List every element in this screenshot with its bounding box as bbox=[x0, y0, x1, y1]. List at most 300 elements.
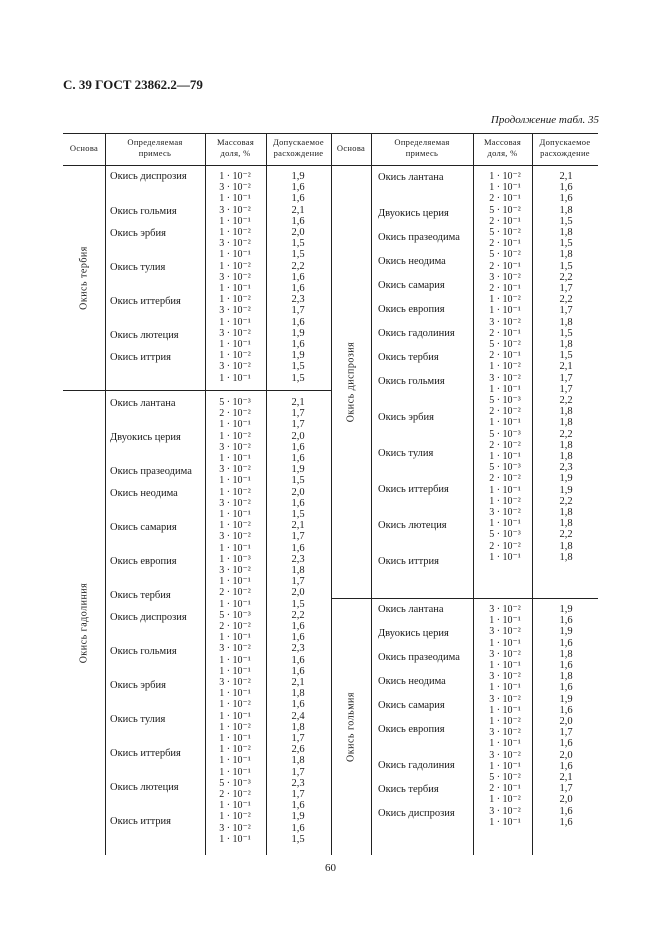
tolerance-value: 1,8 bbox=[559, 316, 573, 328]
tolerance-value: 2,0 bbox=[291, 227, 305, 238]
mass-fraction-value: 1 · 10⁻¹ bbox=[489, 518, 521, 530]
impurity-name: Окись иттербия bbox=[110, 748, 181, 759]
mass-fraction-value: 3 · 10⁻² bbox=[489, 604, 521, 615]
tolerance-value: 1,6 bbox=[559, 615, 573, 627]
mass-fraction-value: 3 · 10⁻² bbox=[489, 271, 521, 283]
mass-fraction-value: 3 · 10⁻² bbox=[219, 204, 251, 216]
impurity-name: Окись лантана bbox=[378, 172, 444, 183]
column-header-mass-line: доля, % bbox=[220, 148, 251, 158]
tolerance-value: 1,9 bbox=[559, 473, 573, 485]
mass-fraction-value: 1 · 10⁻¹ bbox=[489, 682, 521, 694]
tolerance-value: 2,1 bbox=[559, 361, 573, 373]
impurity-name: Окись самария bbox=[110, 522, 177, 533]
tolerance-value: 1,5 bbox=[559, 260, 573, 272]
tolerance-value: 1,5 bbox=[559, 215, 573, 227]
impurity-name: Окись тербия bbox=[110, 590, 171, 601]
impurity-name: Окись европия bbox=[378, 304, 445, 315]
tolerance-value: 1,8 bbox=[559, 518, 573, 530]
impurity-name: Окись неодима bbox=[110, 488, 178, 499]
column-rule bbox=[473, 133, 474, 855]
tolerance-value: 2,2 bbox=[559, 428, 573, 440]
mass-fraction-value: 1 · 10⁻¹ bbox=[489, 383, 521, 395]
impurity-name: Окись неодима bbox=[378, 256, 446, 267]
table-continuation-label: Продолжение табл. 35 bbox=[490, 114, 599, 126]
column-rule bbox=[205, 133, 206, 855]
tolerance-value: 1,8 bbox=[559, 227, 573, 238]
mass-fraction-value: 3 · 10⁻² bbox=[219, 643, 251, 655]
mass-fraction-value: 2 · 10⁻² bbox=[489, 473, 521, 485]
mass-fraction-value: 1 · 10⁻² bbox=[219, 227, 251, 238]
mass-fraction-value: 5 · 10⁻² bbox=[489, 204, 521, 216]
mass-fraction-value: 1 · 10⁻¹ bbox=[489, 637, 521, 649]
mass-fraction-value: 1 · 10⁻² bbox=[489, 294, 521, 306]
mass-fraction-value: 3 · 10⁻² bbox=[219, 327, 251, 339]
column-header-tolerance bbox=[266, 137, 331, 159]
impurity-name: Окись эрбия bbox=[110, 680, 166, 691]
mass-fraction-value: 3 · 10⁻² bbox=[219, 305, 251, 317]
tolerance-value: 1,8 bbox=[559, 439, 573, 451]
mass-fraction-value: 1 · 10⁻¹ bbox=[219, 475, 251, 487]
tolerance-value: 2,0 bbox=[559, 716, 573, 727]
tolerance-value: 1,6 bbox=[291, 339, 305, 350]
mass-fraction-value: 3 · 10⁻² bbox=[219, 238, 251, 250]
mass-fraction-value: 1 · 10⁻² bbox=[219, 350, 251, 362]
impurity-name: Окись иттербия bbox=[378, 484, 449, 495]
impurity-name: Окись европия bbox=[110, 556, 177, 567]
tolerance-value: 1,6 bbox=[559, 805, 573, 817]
tolerance-value: 1,7 bbox=[291, 531, 305, 543]
impurity-name: Окись гольмия bbox=[378, 376, 445, 387]
tolerance-value: 1,8 bbox=[291, 688, 305, 700]
tolerance-value: 1,6 bbox=[291, 441, 305, 453]
mass-fraction-value: 2 · 10⁻¹ bbox=[489, 327, 521, 339]
tolerance-value: 1,8 bbox=[559, 551, 573, 563]
tolerance-value: 2,2 bbox=[559, 495, 573, 507]
tolerance-value: 1,5 bbox=[291, 372, 305, 384]
mass-fraction-value: 3 · 10⁻² bbox=[489, 749, 521, 761]
tolerance-value: 2,4 bbox=[291, 710, 305, 722]
mass-fraction-value: 1 · 10⁻¹ bbox=[219, 215, 251, 227]
mass-fraction-value: 1 · 10⁻² bbox=[219, 721, 251, 733]
column-header-mass-line: доля, % bbox=[487, 148, 518, 158]
mass-fraction-value: 1 · 10⁻² bbox=[219, 260, 251, 272]
mass-fraction-value: 1 · 10⁻¹ bbox=[219, 833, 251, 845]
mass-fraction-value: 5 · 10⁻³ bbox=[219, 609, 251, 621]
mass-fraction-value: 1 · 10⁻¹ bbox=[219, 372, 251, 384]
column-header-impurity bbox=[371, 137, 473, 159]
mass-fraction-value: 1 · 10⁻¹ bbox=[219, 755, 251, 767]
mass-fraction-value: 1 · 10⁻¹ bbox=[219, 249, 251, 261]
tolerance-value: 1,7 bbox=[559, 383, 573, 395]
tolerance-value: 1,7 bbox=[291, 305, 305, 317]
tolerance-value: 1,8 bbox=[559, 671, 573, 683]
tolerance-value: 1,9 bbox=[291, 350, 305, 362]
tolerance-value: 1,6 bbox=[291, 665, 305, 677]
mass-fraction-value: 3 · 10⁻² bbox=[219, 271, 251, 283]
impurity-name: Окись лютеция bbox=[110, 782, 179, 793]
mass-fraction-value: 1 · 10⁻¹ bbox=[219, 509, 251, 520]
mass-fraction-value: 2 · 10⁻¹ bbox=[489, 350, 521, 362]
tolerance-value: 1,6 bbox=[291, 271, 305, 283]
mass-fraction-value: 1 · 10⁻¹ bbox=[219, 665, 251, 677]
impurity-name: Окись празеодима bbox=[110, 466, 192, 477]
impurity-name: Окись празеодима bbox=[378, 652, 460, 663]
impurity-name: Окись эрбия bbox=[110, 228, 166, 239]
mass-fraction-value: 1 · 10⁻¹ bbox=[219, 316, 251, 328]
impurity-name: Окись европия bbox=[378, 724, 445, 735]
mass-fraction-value: 2 · 10⁻² bbox=[219, 587, 251, 599]
impurity-name: Окись иттербия bbox=[110, 296, 181, 307]
mass-fraction-value: 3 · 10⁻² bbox=[489, 316, 521, 328]
tolerance-value: 1,7 bbox=[291, 576, 305, 588]
impurity-name: Окись гадолиния bbox=[378, 760, 455, 771]
tolerance-value: 1,5 bbox=[291, 249, 305, 261]
mass-fraction-value: 1 · 10⁻¹ bbox=[219, 632, 251, 644]
section-divider bbox=[63, 390, 331, 391]
tolerance-value: 1,8 bbox=[559, 417, 573, 429]
column-header-tolerance bbox=[532, 137, 598, 159]
mass-fraction-value: 5 · 10⁻² bbox=[489, 772, 521, 783]
tolerance-value: 1,6 bbox=[559, 816, 573, 828]
column-header-impurity bbox=[105, 137, 205, 159]
impurity-name: Окись эрбия bbox=[378, 412, 434, 423]
tolerance-value: 1,7 bbox=[559, 727, 573, 739]
mass-fraction-value: 1 · 10⁻¹ bbox=[219, 576, 251, 588]
mass-fraction-value: 2 · 10⁻¹ bbox=[489, 238, 521, 250]
mass-fraction-value: 3 · 10⁻² bbox=[219, 441, 251, 453]
tolerance-value: 1,9 bbox=[291, 327, 305, 339]
tolerance-value: 2,0 bbox=[559, 794, 573, 806]
mass-fraction-value: 1 · 10⁻¹ bbox=[219, 654, 251, 666]
mass-fraction-value: 1 · 10⁻¹ bbox=[489, 738, 521, 750]
column-rule bbox=[532, 133, 533, 855]
tolerance-value: 1,5 bbox=[291, 598, 305, 610]
impurity-name: Окись лантана bbox=[110, 398, 176, 409]
tolerance-value: 1,6 bbox=[291, 822, 305, 834]
mass-fraction-value: 5 · 10⁻³ bbox=[219, 397, 251, 408]
mass-fraction-value: 1 · 10⁻² bbox=[489, 171, 521, 182]
column-header-mass-line: Массовая bbox=[216, 137, 255, 147]
tolerance-value: 1,6 bbox=[291, 193, 305, 205]
tolerance-value: 2,0 bbox=[291, 430, 305, 442]
column-header-mass bbox=[473, 137, 532, 159]
tolerance-value: 2,1 bbox=[559, 772, 573, 783]
tolerance-value: 1,9 bbox=[559, 604, 573, 615]
tolerance-value: 1,6 bbox=[559, 193, 573, 205]
tolerance-value: 1,6 bbox=[291, 800, 305, 812]
column-header-tolerance-line: Допускаемое bbox=[273, 137, 324, 147]
mass-fraction-value: 1 · 10⁻² bbox=[219, 744, 251, 756]
tolerance-value: 2,3 bbox=[291, 294, 305, 306]
tolerance-value: 1,6 bbox=[559, 637, 573, 649]
tolerance-value: 1,6 bbox=[559, 682, 573, 694]
mass-fraction-value: 3 · 10⁻² bbox=[219, 182, 251, 194]
tolerance-value: 1,5 bbox=[291, 509, 305, 520]
impurity-name: Окись гадолиния bbox=[378, 328, 455, 339]
mass-fraction-value: 3 · 10⁻² bbox=[489, 671, 521, 683]
mass-fraction-value: 1 · 10⁻¹ bbox=[489, 182, 521, 194]
mass-fraction-value: 1 · 10⁻² bbox=[489, 794, 521, 806]
tolerance-value: 1,8 bbox=[559, 451, 573, 462]
mass-fraction-value: 2 · 10⁻² bbox=[489, 406, 521, 418]
mass-fraction-value: 1 · 10⁻² bbox=[489, 361, 521, 373]
impurity-name: Окись тулия bbox=[378, 448, 434, 459]
tolerance-value: 2,0 bbox=[291, 486, 305, 498]
mass-fraction-value: 1 · 10⁻² bbox=[489, 495, 521, 507]
tolerance-value: 2,2 bbox=[291, 260, 305, 272]
mass-fraction-value: 2 · 10⁻¹ bbox=[489, 193, 521, 205]
impurity-name: Окись тулия bbox=[110, 262, 166, 273]
mass-fraction-value: 3 · 10⁻² bbox=[219, 361, 251, 373]
tolerance-value: 1,9 bbox=[559, 626, 573, 638]
impurity-name: Окись празеодима bbox=[378, 232, 460, 243]
mass-fraction-value: 2 · 10⁻¹ bbox=[489, 283, 521, 294]
tolerance-value: 1,7 bbox=[291, 766, 305, 778]
mass-fraction-value: 1 · 10⁻¹ bbox=[219, 710, 251, 722]
mass-fraction-value: 1 · 10⁻¹ bbox=[489, 305, 521, 317]
mass-fraction-value: 5 · 10⁻² bbox=[489, 227, 521, 238]
tolerance-value: 1,8 bbox=[559, 540, 573, 552]
impurity-name: Окись лютеция bbox=[378, 520, 447, 531]
mass-fraction-value: 1 · 10⁻¹ bbox=[219, 339, 251, 350]
column-header-impurity-line: примесь bbox=[405, 148, 439, 158]
mass-fraction-value: 5 · 10⁻² bbox=[489, 249, 521, 261]
tolerance-value: 1,5 bbox=[559, 238, 573, 250]
impurity-name: Окись иттрия bbox=[110, 816, 172, 827]
tolerance-value: 2,6 bbox=[291, 744, 305, 756]
tolerance-value: 2,3 bbox=[559, 462, 573, 474]
mass-fraction-value: 1 · 10⁻¹ bbox=[489, 615, 521, 627]
base-label: Окись гадолиния bbox=[78, 582, 90, 663]
column-header-base-line: Основа bbox=[336, 143, 366, 153]
impurity-name: Двуокись церия bbox=[378, 628, 449, 639]
tolerance-value: 1,6 bbox=[559, 760, 573, 772]
tolerance-value: 1,8 bbox=[559, 648, 573, 660]
impurity-name: Окись иттрия bbox=[110, 352, 172, 363]
column-header-impurity-line: Определяемая bbox=[127, 137, 183, 147]
mass-fraction-value: 1 · 10⁻¹ bbox=[219, 766, 251, 778]
tolerance-value: 1,5 bbox=[291, 361, 305, 373]
column-header-tolerance-line: Допускаемое bbox=[539, 137, 591, 147]
impurity-name: Окись тербия bbox=[378, 784, 439, 795]
column-rule bbox=[371, 133, 372, 855]
tolerance-value: 2,2 bbox=[291, 609, 305, 621]
impurity-name: Окись диспрозия bbox=[110, 612, 187, 623]
mass-fraction-value: 1 · 10⁻¹ bbox=[489, 704, 521, 716]
impurity-name: Окись гольмия bbox=[110, 206, 177, 217]
impurity-name: Окись самария bbox=[378, 700, 445, 711]
mass-fraction-value: 1 · 10⁻² bbox=[219, 430, 251, 442]
tolerance-value: 2,2 bbox=[559, 529, 573, 541]
mass-fraction-value: 1 · 10⁻¹ bbox=[219, 800, 251, 812]
mass-fraction-value: 1 · 10⁻² bbox=[219, 294, 251, 306]
tolerance-value: 1,8 bbox=[559, 339, 573, 350]
impurity-name: Окись неодима bbox=[378, 676, 446, 687]
column-header-tolerance-line: расхождение bbox=[540, 148, 590, 158]
tolerance-value: 2,1 bbox=[291, 677, 305, 688]
tolerance-value: 2,0 bbox=[291, 587, 305, 599]
mass-fraction-value: 3 · 10⁻² bbox=[219, 531, 251, 543]
tolerance-value: 1,8 bbox=[559, 507, 573, 518]
tolerance-value: 2,0 bbox=[559, 749, 573, 761]
tolerance-value: 1,6 bbox=[291, 215, 305, 227]
mass-fraction-value: 3 · 10⁻² bbox=[219, 822, 251, 834]
tolerance-value: 1,5 bbox=[559, 350, 573, 362]
impurity-name: Окись тулия bbox=[110, 714, 166, 725]
mass-fraction-value: 1 · 10⁻¹ bbox=[489, 816, 521, 828]
tolerance-value: 2,3 bbox=[291, 643, 305, 655]
mass-fraction-value: 3 · 10⁻² bbox=[219, 464, 251, 476]
column-header-base bbox=[331, 143, 371, 154]
tolerance-value: 1,6 bbox=[291, 316, 305, 328]
tolerance-value: 1,6 bbox=[559, 738, 573, 750]
tolerance-value: 1,9 bbox=[291, 464, 305, 476]
mass-fraction-value: 5 · 10⁻³ bbox=[219, 777, 251, 789]
impurity-name: Двуокись церия bbox=[378, 208, 449, 219]
mass-fraction-value: 1 · 10⁻² bbox=[219, 171, 251, 182]
mass-fraction-value: 5 · 10⁻³ bbox=[489, 395, 521, 406]
column-header-mass-line: Массовая bbox=[483, 137, 522, 147]
mass-fraction-value: 3 · 10⁻² bbox=[489, 507, 521, 518]
tolerance-value: 1,5 bbox=[291, 475, 305, 487]
tolerance-value: 1,6 bbox=[559, 182, 573, 194]
mass-fraction-value: 2 · 10⁻¹ bbox=[489, 260, 521, 272]
mass-fraction-value: 3 · 10⁻² bbox=[219, 677, 251, 688]
impurity-name: Окись лантана bbox=[378, 604, 444, 615]
tolerance-value: 1,6 bbox=[291, 182, 305, 194]
tolerance-value: 1,8 bbox=[291, 565, 305, 576]
page-number: 60 bbox=[325, 862, 336, 874]
column-header-impurity-line: примесь bbox=[138, 148, 172, 158]
tolerance-value: 1,6 bbox=[291, 497, 305, 509]
tolerance-value: 1,9 bbox=[559, 484, 573, 496]
mass-fraction-value: 1 · 10⁻² bbox=[219, 486, 251, 498]
mass-fraction-value: 2 · 10⁻¹ bbox=[489, 215, 521, 227]
tolerance-value: 1,6 bbox=[291, 654, 305, 666]
column-rule bbox=[331, 133, 332, 855]
base-label: Окись гольмия bbox=[345, 691, 357, 762]
impurity-name: Окись иттрия bbox=[378, 556, 440, 567]
tolerance-value: 1,7 bbox=[559, 783, 573, 795]
mass-fraction-value: 1 · 10⁻¹ bbox=[489, 417, 521, 429]
mass-fraction-value: 2 · 10⁻² bbox=[219, 789, 251, 800]
tolerance-value: 1,7 bbox=[559, 283, 573, 294]
mass-fraction-value: 5 · 10⁻² bbox=[489, 339, 521, 350]
tolerance-value: 1,6 bbox=[291, 542, 305, 554]
tolerance-value: 2,1 bbox=[291, 397, 305, 408]
mass-fraction-value: 2 · 10⁻² bbox=[489, 540, 521, 552]
tolerance-value: 1,7 bbox=[291, 419, 305, 431]
column-header-impurity-line: Определяемая bbox=[394, 137, 450, 147]
mass-fraction-value: 1 · 10⁻² bbox=[219, 699, 251, 711]
mass-fraction-value: 3 · 10⁻² bbox=[489, 805, 521, 817]
mass-fraction-value: 3 · 10⁻² bbox=[219, 565, 251, 576]
base-label: Окись тербия bbox=[78, 245, 90, 310]
tolerance-value: 1,5 bbox=[559, 327, 573, 339]
mass-fraction-value: 1 · 10⁻¹ bbox=[489, 760, 521, 772]
mass-fraction-value: 1 · 10⁻² bbox=[219, 811, 251, 823]
mass-fraction-value: 3 · 10⁻² bbox=[489, 648, 521, 660]
mass-fraction-value: 1 · 10⁻¹ bbox=[219, 193, 251, 205]
tolerance-value: 1,5 bbox=[291, 238, 305, 250]
tolerance-value: 1,7 bbox=[559, 305, 573, 317]
tolerance-value: 1,9 bbox=[559, 693, 573, 705]
tolerance-value: 1,8 bbox=[291, 755, 305, 767]
mass-fraction-value: 1 · 10⁻¹ bbox=[489, 551, 521, 563]
impurity-name: Окись тербия bbox=[378, 352, 439, 363]
mass-fraction-value: 5 · 10⁻³ bbox=[489, 428, 521, 440]
tolerance-value: 1,9 bbox=[291, 171, 305, 182]
base-label: Окись диспрозия bbox=[345, 341, 357, 422]
mass-fraction-value: 3 · 10⁻² bbox=[489, 372, 521, 384]
page-title: С. 39 ГОСТ 23862.2—79 bbox=[63, 77, 203, 92]
mass-fraction-value: 1 · 10⁻³ bbox=[219, 553, 251, 565]
mass-fraction-value: 1 · 10⁻¹ bbox=[489, 660, 521, 671]
tolerance-value: 2,3 bbox=[291, 777, 305, 789]
column-rule bbox=[266, 133, 267, 855]
tolerance-value: 1,6 bbox=[291, 621, 305, 632]
tolerance-value: 1,6 bbox=[291, 699, 305, 711]
tolerance-value: 1,8 bbox=[559, 204, 573, 216]
impurity-name: Окись гольмия bbox=[110, 646, 177, 657]
tolerance-value: 2,2 bbox=[559, 395, 573, 406]
impurity-name: Окись лютеция bbox=[110, 330, 179, 341]
column-header-base bbox=[63, 143, 105, 154]
mass-fraction-value: 1 · 10⁻¹ bbox=[489, 484, 521, 496]
tolerance-value: 1,6 bbox=[559, 660, 573, 671]
tolerance-value: 2,1 bbox=[291, 520, 305, 532]
tolerance-value: 2,1 bbox=[559, 171, 573, 182]
column-header-base-line: Основа bbox=[69, 143, 99, 153]
tolerance-value: 1,8 bbox=[559, 406, 573, 418]
mass-fraction-value: 2 · 10⁻² bbox=[219, 621, 251, 632]
tolerance-value: 1,5 bbox=[291, 833, 305, 845]
tolerance-value: 1,7 bbox=[291, 789, 305, 800]
mass-fraction-value: 1 · 10⁻² bbox=[219, 520, 251, 532]
column-rule bbox=[105, 133, 106, 855]
mass-fraction-value: 1 · 10⁻¹ bbox=[219, 733, 251, 744]
mass-fraction-value: 2 · 10⁻² bbox=[219, 408, 251, 420]
tolerance-value: 1,7 bbox=[291, 733, 305, 744]
tolerance-value: 1,6 bbox=[559, 704, 573, 716]
mass-fraction-value: 5 · 10⁻³ bbox=[489, 462, 521, 474]
impurity-name: Двуокись церия bbox=[110, 432, 181, 443]
mass-fraction-value: 3 · 10⁻² bbox=[489, 626, 521, 638]
mass-fraction-value: 5 · 10⁻³ bbox=[489, 529, 521, 541]
mass-fraction-value: 3 · 10⁻² bbox=[219, 497, 251, 509]
tolerance-value: 1,7 bbox=[559, 372, 573, 384]
tolerance-value: 1,9 bbox=[291, 811, 305, 823]
tolerance-value: 2,2 bbox=[559, 271, 573, 283]
mass-fraction-value: 1 · 10⁻¹ bbox=[219, 419, 251, 431]
mass-fraction-value: 3 · 10⁻² bbox=[489, 727, 521, 739]
impurity-name: Окись диспрозия bbox=[110, 171, 187, 182]
tolerance-value: 1,6 bbox=[291, 632, 305, 644]
column-header-mass bbox=[205, 137, 266, 159]
mass-fraction-value: 3 · 10⁻² bbox=[489, 693, 521, 705]
mass-fraction-value: 2 · 10⁻² bbox=[489, 439, 521, 451]
tolerance-value: 1,8 bbox=[291, 721, 305, 733]
tolerance-value: 2,2 bbox=[559, 294, 573, 306]
tolerance-value: 1,8 bbox=[559, 249, 573, 261]
mass-fraction-value: 2 · 10⁻¹ bbox=[489, 783, 521, 795]
column-header-tolerance-line: расхождение bbox=[273, 148, 324, 158]
tolerance-value: 1,7 bbox=[291, 408, 305, 420]
tolerance-value: 2,3 bbox=[291, 553, 305, 565]
mass-fraction-value: 1 · 10⁻¹ bbox=[219, 598, 251, 610]
mass-fraction-value: 1 · 10⁻¹ bbox=[219, 688, 251, 700]
tolerance-value: 1,6 bbox=[291, 283, 305, 294]
